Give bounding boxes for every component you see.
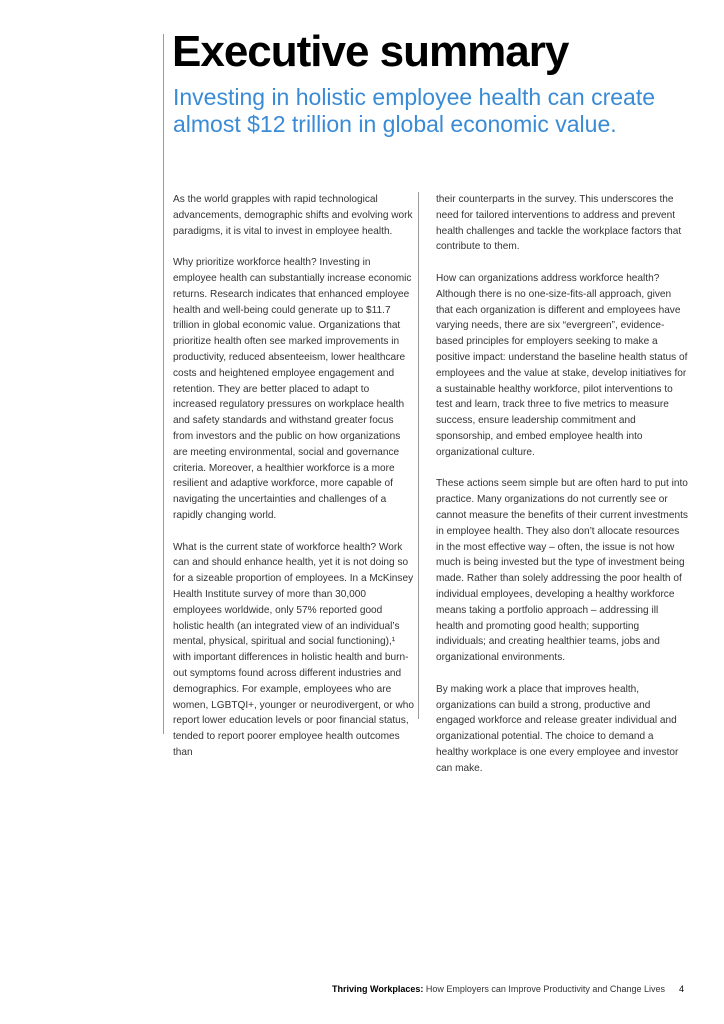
column-divider	[418, 192, 419, 719]
paragraph: their counterparts in the survey. This underscores the need for tailored interventions to address and prevent health challenges and tackle the workplace factors that contribute to them.	[436, 194, 682, 253]
paragraph: What is the current state of workforce health? Work can and should enhance health, yet it is not doing so for a sizeable proportion of employees. In a McKinsey Health Institute survey of more than 30,000 employees worldwide, only 57% reported good holistic health (an integrated view of an individual’s mental, physical, spiritual and social functioning),¹ with important differences in holistic health and burn-out symptoms found across different industries and demographics. For example, employees who are women, LGBTQI+, younger or neurodivergent, or who report lower education levels or poor financial status, tended to report poorer employee health outcomes than	[173, 541, 414, 758]
paragraph: By making work a place that improves health, organizations can build a strong, productive and engaged workforce and release greater individual and organizational potential. The choice to demand a healthy workplace is one every employee and investor can make.	[436, 683, 679, 774]
right-text-column	[436, 192, 688, 776]
page-footer	[332, 984, 684, 994]
page-number: 4	[678, 984, 684, 994]
page-subtitle: Investing in holistic employee health can create almost $12 trillion in global economic value.	[173, 84, 656, 137]
paragraph: Why prioritize workforce health? Investing in employee health can substantially increase economic returns. Research indicates that enhanced employee health and well-being could generate up to $11.7 trillion in global economic value. Organizations that prioritize health often see marked improvements in productivity, reduced absenteeism, lower healthcare costs and heightened employee engagement and retention. They are better placed to adapt to increased regulatory pressures on workplace health and safety standards and withstand greater focus from investors and the public on how organizations are meeting environmental, social and governance criteria. Moreover, a healthier workforce is a more resilient and adaptive workforce, more capable of navigating the uncertainties and challenges of a rapidly changing world.	[173, 257, 412, 521]
paragraph: How can organizations address workforce health? Although there is no one-size-fits-all approach, given that each organization is different and employees have varying needs, there are six “evergreen”, evidence-based principles for employers seeking to make a positive impact: understand the baseline health status of employees and the value at stake, develop initiatives for a sustainable healthy workforce, pilot interventions to test and learn, track three to five metrics to measure success, ensure leadership commitment and sponsorship, and embed employee health into organizational culture.	[436, 272, 688, 458]
left-text-column	[173, 192, 415, 761]
footer-brand: Thriving Workplaces:	[332, 984, 424, 994]
paragraph: These actions seem simple but are often hard to put into practice. Many organizations do not currently see or cannot measure the benefits of their current investments in employee health. They also don’t allocate resources in the most effective way – often, the issue is not how much is being invested but the type of investment being made. Rather than solely addressing the poor health of individual employees, developing a healthy workforce means taking a portfolio approach – addressing ill health and promoting good health; supporting individuals; and creating healthier teams, jobs and organizational environments.	[436, 478, 688, 664]
page-title: Executive summary	[172, 27, 569, 76]
footer-subtitle: How Employers can Improve Productivity and Change Lives	[423, 984, 665, 994]
left-margin-rule	[163, 34, 164, 734]
paragraph: As the world grapples with rapid technological advancements, demographic shifts and evolving work paradigms, it is vital to invest in employee health.	[173, 194, 413, 237]
